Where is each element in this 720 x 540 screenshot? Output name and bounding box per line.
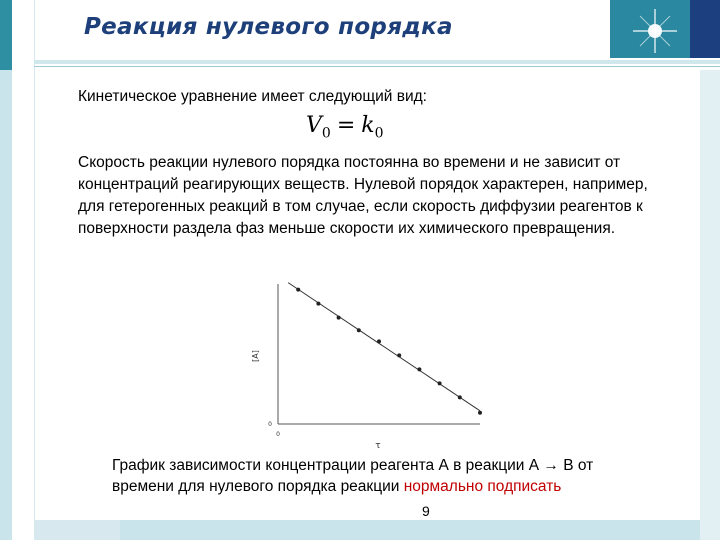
data-point xyxy=(397,353,401,357)
formula-equals: = xyxy=(336,113,356,138)
chart-caption xyxy=(112,455,632,497)
sparkle-icon xyxy=(625,6,685,56)
fit-line xyxy=(288,283,480,411)
x-axis-label: τ xyxy=(375,441,381,451)
slide-title: Реакция нулевого порядка xyxy=(84,14,453,40)
y-axis-label: [A] xyxy=(251,350,260,362)
x-tick-label: 0 xyxy=(276,431,280,438)
data-point xyxy=(377,339,381,343)
right-strip xyxy=(700,70,720,540)
data-point xyxy=(458,395,462,399)
formula-lhs-sub: 0 xyxy=(321,125,331,142)
left-inner-bar xyxy=(12,0,35,540)
bottom-strip-accent xyxy=(120,520,700,540)
data-point xyxy=(417,367,421,371)
data-point xyxy=(438,381,442,385)
formula-rhs: k xyxy=(361,113,375,138)
caption-highlight: нормально подписать xyxy=(403,478,562,495)
formula-rhs-sub: 0 xyxy=(374,125,384,142)
intro-text: Кинетическое уравнение имеет следующий вид: xyxy=(78,88,427,105)
data-point xyxy=(357,328,361,332)
rate-formula xyxy=(306,113,384,141)
concentration-time-chart xyxy=(248,276,488,454)
y-tick-label: 0 xyxy=(268,421,272,428)
corner-block-2 xyxy=(690,0,720,58)
caption-text: График зависимости концентрации реагента А в реакции А → В от времени для нулевого порядка реакции xyxy=(112,457,594,495)
page-number: 9 xyxy=(422,503,430,519)
header-rule xyxy=(34,66,720,67)
data-point xyxy=(316,302,320,306)
data-point xyxy=(337,316,341,320)
left-bar xyxy=(0,70,12,540)
header-underline xyxy=(34,60,720,64)
data-point xyxy=(478,411,482,415)
left-bar-top xyxy=(0,0,12,70)
formula-lhs: V xyxy=(306,113,322,138)
description-paragraph: Скорость реакции нулевого порядка постоянна во времени и не зависит от концентраций реагирующих веществ. Нулевой порядок характерен, например, для гетерогенных реакций в том случае, если скорость диффузии реагентов к поверхности раздела фаз меньше скорости их химического превращения. xyxy=(78,154,648,237)
data-point xyxy=(296,288,300,292)
